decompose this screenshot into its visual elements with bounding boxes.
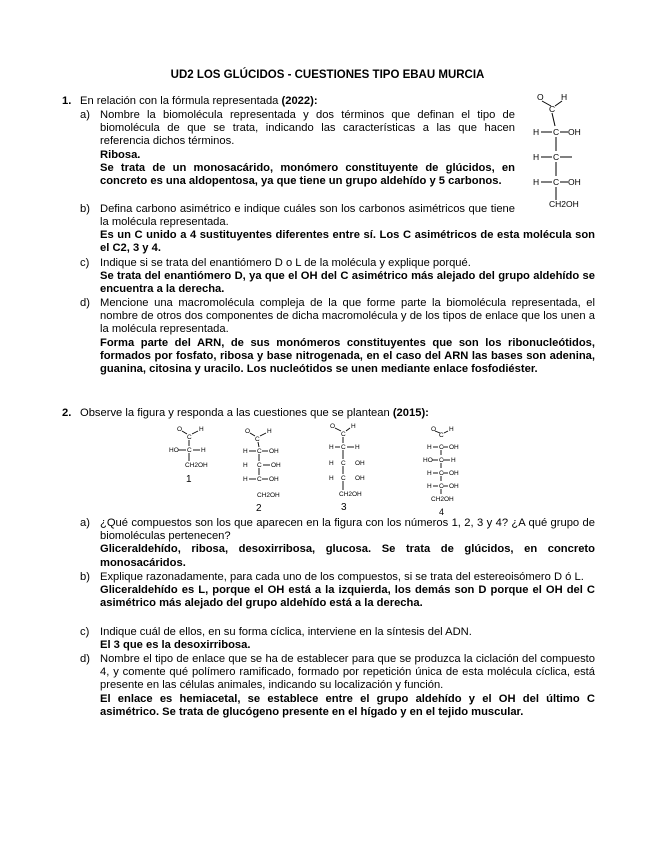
- svg-text:OH: OH: [355, 460, 365, 467]
- question-prompt: En relación con la fórmula representada: [80, 95, 279, 107]
- svg-text:C: C: [257, 476, 262, 483]
- svg-text:HO: HO: [169, 447, 179, 454]
- svg-text:H: H: [355, 444, 360, 451]
- svg-text:C: C: [439, 483, 444, 490]
- item-letter: c): [80, 257, 90, 269]
- item-question: Indique si se trata del enantiómero D o L de la molécula y explique porqué.: [100, 257, 471, 269]
- svg-text:OH: OH: [449, 470, 459, 477]
- formula-c4: C: [553, 177, 560, 187]
- question-number: 1.: [62, 95, 72, 107]
- compound-1: [169, 426, 208, 469]
- item-question: Indique cuál de ellos, en su forma cíclica, interviene en la síntesis del ADN.: [100, 626, 472, 638]
- svg-text:HO: HO: [423, 457, 433, 464]
- item-letter: d): [80, 297, 90, 309]
- svg-text:OH: OH: [355, 475, 365, 482]
- svg-text:H: H: [267, 428, 272, 435]
- compound-1-label: 1: [186, 474, 192, 485]
- svg-text:H: H: [449, 426, 454, 433]
- item-answer: Se trata de un monosacárido, monómero constituyente de glúcidos, en concreto es una aldopentosa, ya que tiene un grupo aldehído y 5 carbonos.: [100, 161, 515, 188]
- svg-text:C: C: [439, 470, 444, 477]
- svg-text:C: C: [341, 444, 346, 451]
- formula-h3: H: [533, 152, 540, 162]
- formula-h2: H: [533, 127, 540, 137]
- item-question: ¿Qué compuestos son los que aparecen en la figura con los números 1, 2, 3 y 4? ¿A qué grupo de biomoléculas pertenecen?: [100, 517, 595, 543]
- formula-ch2oh: CH2OH: [549, 199, 579, 209]
- svg-text:C: C: [439, 432, 444, 439]
- formula-c3: C: [553, 152, 560, 162]
- compound-3-label: 3: [341, 502, 347, 513]
- svg-text:CH2OH: CH2OH: [431, 496, 454, 503]
- item-answer: Se trata del enantiómero D, ya que el OH del C asimétrico más alejado del grupo aldehído se encuentra a la derecha.: [100, 270, 595, 296]
- svg-text:CH2OH: CH2OH: [339, 491, 362, 498]
- svg-text:OH: OH: [449, 444, 459, 451]
- svg-text:C: C: [341, 475, 346, 482]
- svg-text:H: H: [451, 457, 456, 464]
- svg-text:O: O: [330, 423, 336, 430]
- item-answer: Gliceraldehído es L, porque el OH está a la izquierda, los demás son D porque el OH del C asimétrico más alejado del grupo aldehído está a la derecha.: [100, 584, 595, 610]
- item-answer: El enlace es hemiacetal, se establece entre el grupo aldehído y el OH del último C asimétrico. Se trata de glucógeno presente en el hígado y en el tejido muscular.: [100, 692, 595, 718]
- svg-text:OH: OH: [269, 448, 279, 455]
- page-title: UD2 LOS GLÚCIDOS - CUESTIONES TIPO EBAU MURCIA: [170, 69, 485, 81]
- svg-text:C: C: [255, 436, 260, 443]
- svg-text:C: C: [341, 460, 346, 467]
- item-answer: Forma parte del ARN, de sus monómeros constituyentes que son los ribonucleótidos, formados por fosfato, ribosa y base nitrogenada, en el caso del ARN las bases son adenina, guanina, citosina y uracilo. Los nucleótidos se unen mediante enlace fosfodiéster.: [100, 336, 595, 376]
- svg-text:H: H: [243, 462, 248, 469]
- svg-text:C: C: [341, 431, 346, 438]
- svg-text:H: H: [427, 483, 432, 490]
- item-answer: Gliceraldehído, ribosa, desoxirribosa, glucosa. Se trata de glúcidos, en concreto monosacáridos.: [100, 543, 595, 569]
- compound-3: [329, 423, 365, 498]
- item-question: Explique razonadamente, para cada uno de los compuestos, si se trata del estereoisómero D ó L.: [100, 571, 584, 583]
- svg-text:OH: OH: [449, 483, 459, 490]
- item-question: Mencione una macromolécula compleja de la que forme parte la biomolécula representada, el nombre de otros dos componentes de dicha macromolécula y de los tipos de enlace que los unen a la molécula representada.: [100, 297, 595, 336]
- svg-text:H: H: [427, 470, 432, 477]
- item-question: Defina carbono asimétrico e indique cuáles son los carbonos asimétricos que tiene la molécula representada.: [100, 203, 515, 229]
- question-prompt: Observe la figura y responda a las cuestiones que se plantean: [80, 407, 390, 419]
- svg-text:H: H: [329, 444, 334, 451]
- compound-2: [243, 428, 281, 499]
- svg-text:O: O: [177, 426, 183, 433]
- svg-text:O: O: [245, 428, 251, 435]
- svg-text:C: C: [257, 448, 262, 455]
- question-year: (2022):: [281, 95, 318, 107]
- svg-text:H: H: [427, 444, 432, 451]
- item-letter: b): [80, 203, 90, 215]
- svg-text:O: O: [431, 426, 437, 433]
- item-letter: c): [80, 626, 90, 638]
- svg-text:C: C: [187, 434, 192, 441]
- svg-text:C: C: [187, 447, 192, 454]
- svg-text:H: H: [201, 447, 206, 454]
- formula-c1: C: [549, 104, 556, 114]
- svg-text:OH: OH: [271, 462, 281, 469]
- svg-text:C: C: [439, 457, 444, 464]
- svg-text:H: H: [243, 476, 248, 483]
- svg-text:C: C: [439, 444, 444, 451]
- formula-o: O: [537, 92, 544, 102]
- item-answer: El 3 que es la desoxirribosa.: [100, 639, 251, 652]
- svg-text:H: H: [243, 448, 248, 455]
- formula-oh2: OH: [568, 127, 581, 137]
- formula-h: H: [561, 92, 568, 102]
- item-letter: a): [80, 109, 90, 121]
- formula-oh4: OH: [568, 177, 581, 187]
- formula-h4: H: [533, 177, 540, 187]
- svg-text:CH2OH: CH2OH: [185, 462, 208, 469]
- svg-text:C: C: [257, 462, 262, 469]
- svg-text:H: H: [351, 423, 356, 430]
- compound-2-label: 2: [256, 503, 262, 514]
- item-letter: b): [80, 571, 90, 583]
- svg-text:H: H: [329, 460, 334, 467]
- svg-text:OH: OH: [269, 476, 279, 483]
- item-letter: d): [80, 653, 90, 665]
- item-answer: Es un C unido a 4 sustituyentes diferentes entre sí. Los C asimétricos de esta molécula son el C2, 3 y 4.: [100, 229, 595, 255]
- svg-text:CH2OH: CH2OH: [257, 492, 280, 499]
- svg-text:H: H: [199, 426, 204, 433]
- question-year: (2015):: [392, 407, 429, 419]
- compound-4-label: 4: [439, 507, 445, 517]
- item-question: Nombre la biomolécula representada y dos términos que definan el tipo de biomolécula de que se trata, indicando las características a las que hacen referencia dichos términos.: [100, 109, 515, 148]
- item-answer: Ribosa.: [100, 148, 141, 161]
- formula-c2: C: [553, 127, 560, 137]
- item-letter: a): [80, 517, 90, 529]
- question-number: 2.: [62, 407, 72, 419]
- monosaccharides-figure: [165, 420, 475, 520]
- item-question: Nombre el tipo de enlace que se ha de establecer para que se produzca la ciclación del compuesto 4, y comente qué polímero ramificado, formado por repetición única de esta molécula cíclica, está presente en las células animales, indicando su localización y función.: [100, 653, 595, 692]
- svg-text:H: H: [329, 475, 334, 482]
- ribose-formula: [525, 88, 595, 213]
